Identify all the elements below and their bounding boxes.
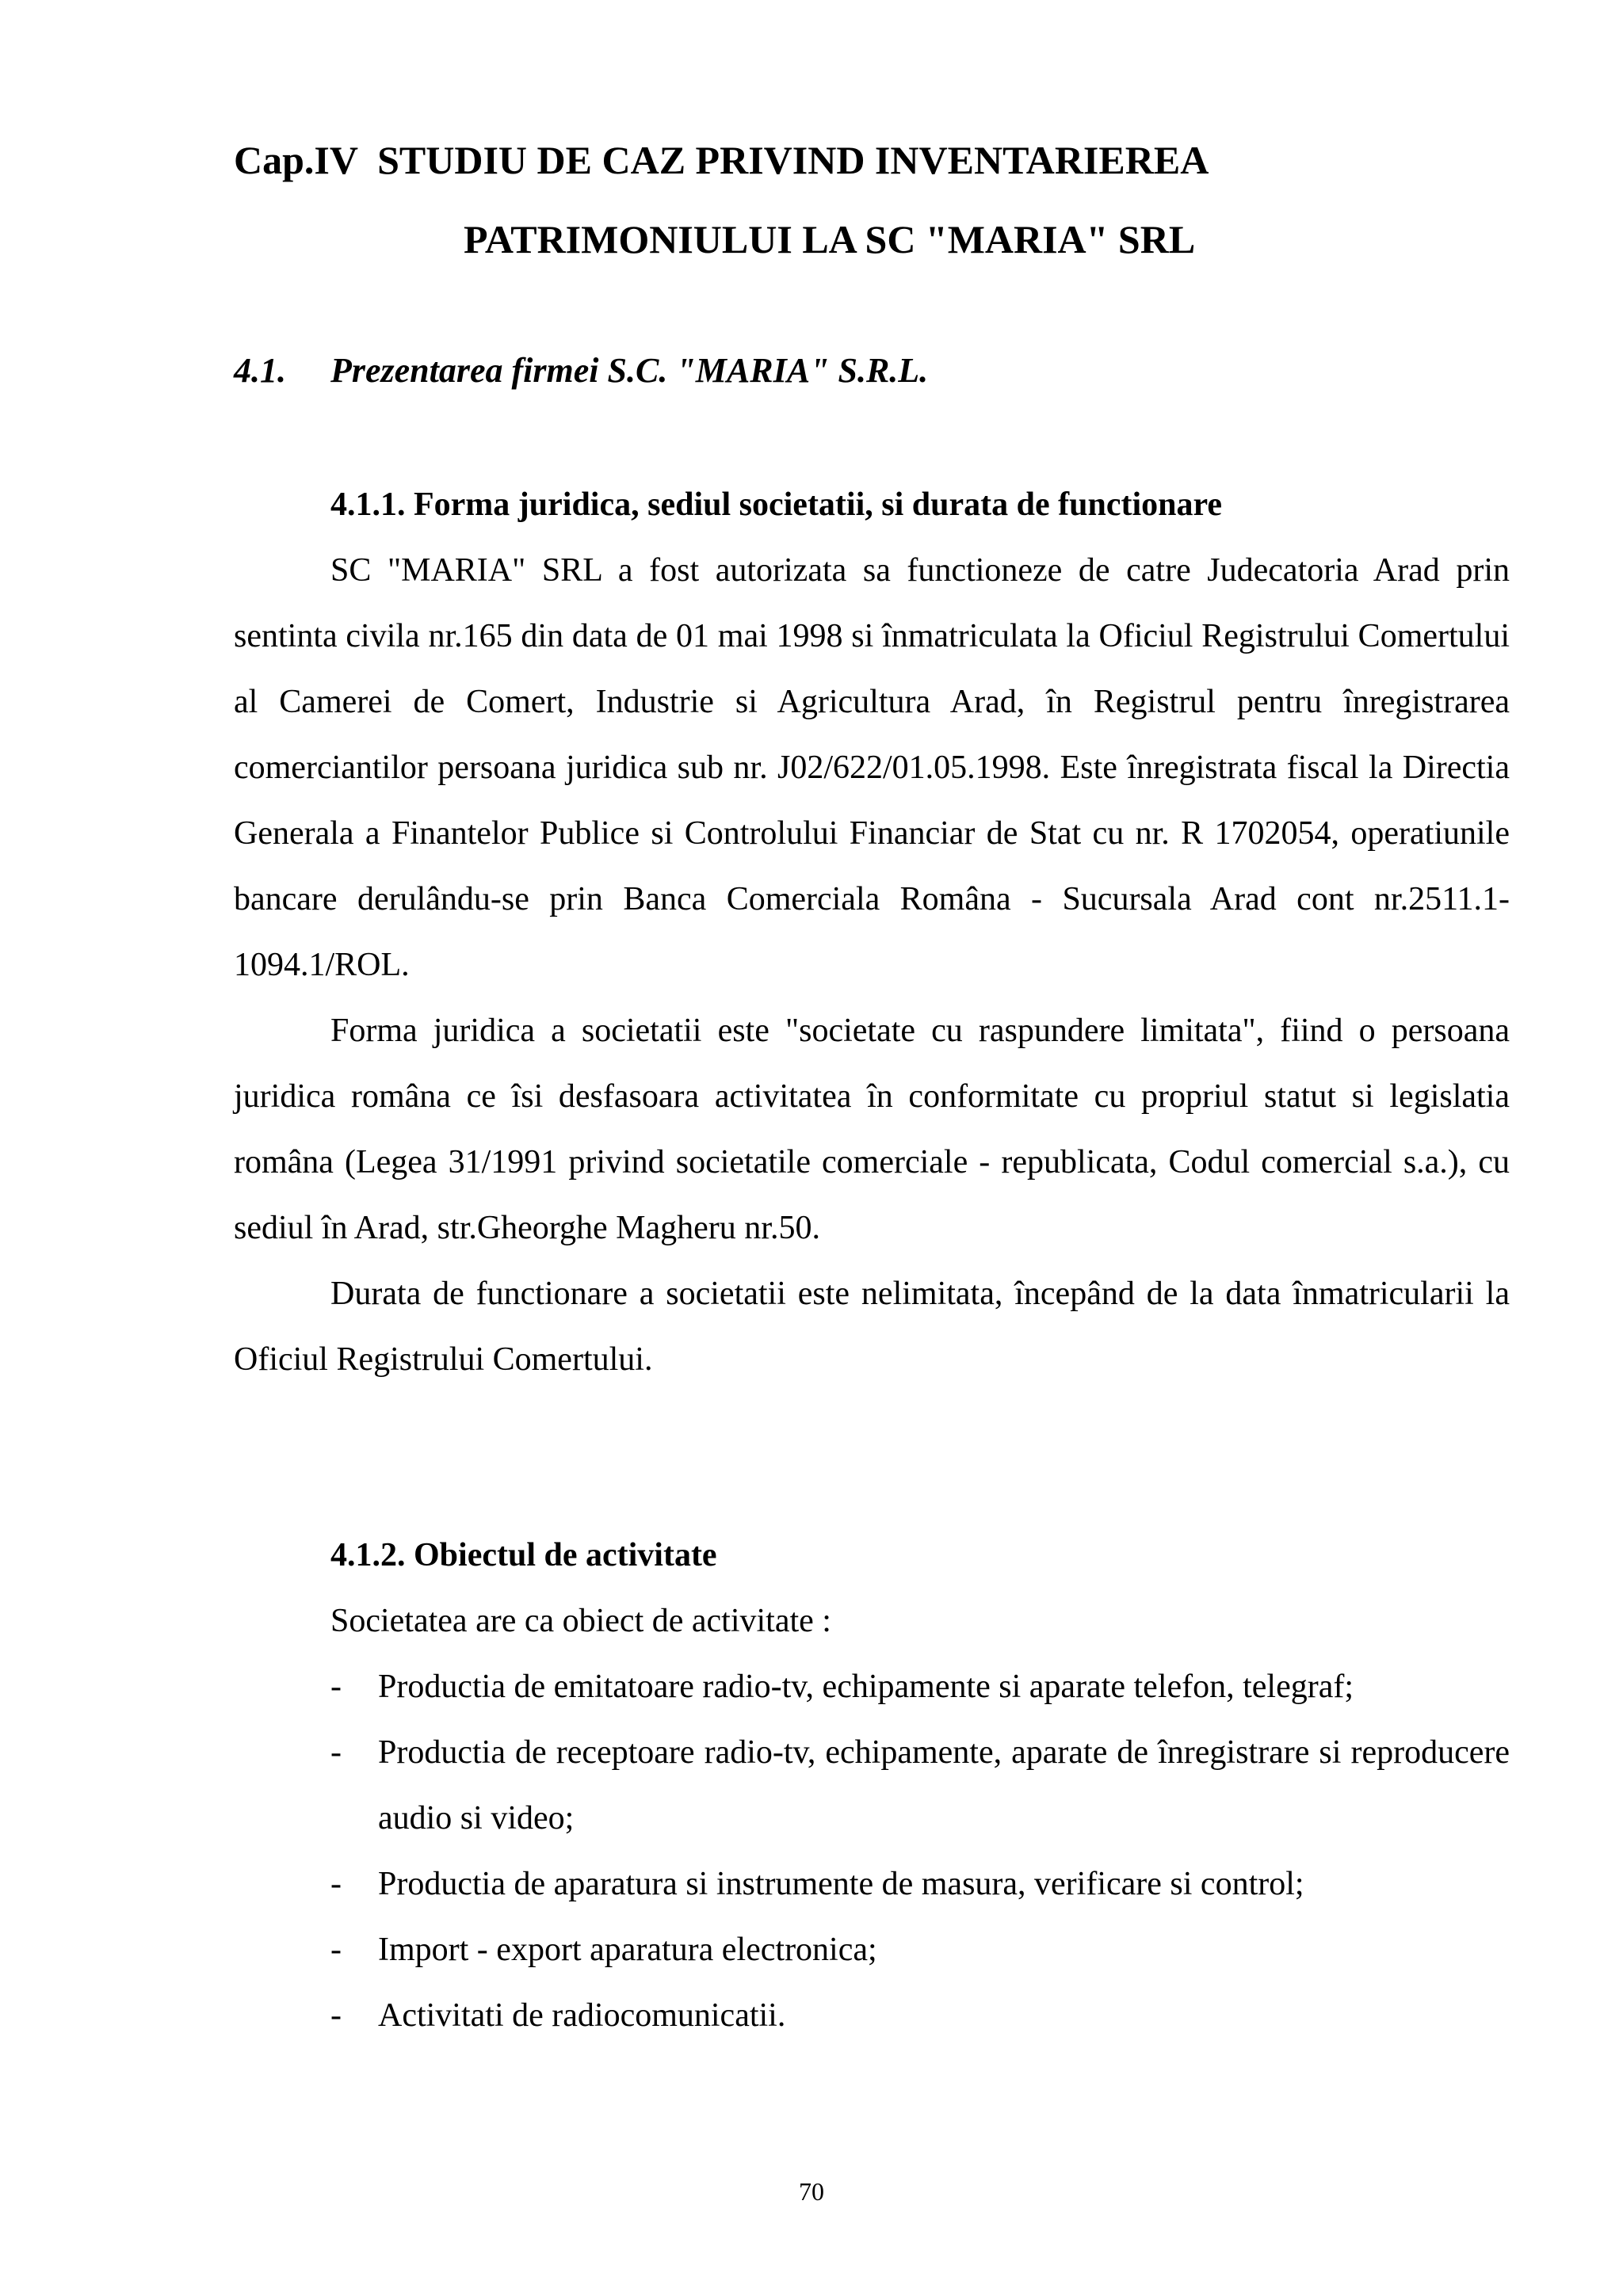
chapter-title-line-1: Cap.IV STUDIU DE CAZ PRIVIND INVENTARIEREA	[234, 138, 1209, 182]
chapter-title-line-2: PATRIMONIULUI LA SC "MARIA" SRL	[464, 217, 1196, 261]
paragraph-duration: Durata de functionare a societatii este nelimitata, începând de la data înmatricularii la Oficiul Registrului Comertului.	[234, 1276, 1510, 1378]
list-item	[234, 1654, 1510, 1720]
section-heading	[234, 347, 928, 395]
list-item-text: Productia de receptoare radio-tv, echipamente, aparate de înregistrare si reproducere audio si video;	[378, 1734, 1510, 1836]
paragraph-registration: SC "MARIA" SRL a fost autorizata sa functioneze de catre Judecatoria Arad prin sentinta civila nr.165 din data de 01 mai 1998 si înmatriculata la Oficiul Registrului Comertului al Camerei de Comert, Industrie si Agricultura Arad, în Registrul pentru înregistrarea comerciantilor persoana juridica sub nr. J02/622/01.05.1998. Este înregistrata fiscal la Directia Generala a Finantelor Publice si Controlului Financiar de Stat cu nr. R 1702054, operatiunile bancare derulându-se prin Banca Comerciala Româna - Sucursala Arad cont nr.2511.1-1094.1/ROL.	[234, 552, 1510, 983]
dash-bullet: -	[330, 1932, 342, 1968]
subsection-1-title: 4.1.1. Forma juridica, sediul societatii, si durata de functionare	[330, 486, 1222, 523]
paragraph-legal-form: Forma juridica a societatii este "societate cu raspundere limitata", fiind o persoana juridica româna ce îsi desfasoara activitatea în conformitate cu propriul statut si legislatia româna (Legea 31/1991 privind societatile comerciale - republicata, Codul comercial s.a.), cu sediul în Arad, str.Gheorghe Magheru nr.50.	[234, 1013, 1510, 1246]
list-item-text: Activitati de radiocomunicatii.	[378, 1997, 786, 2034]
dash-bullet: -	[330, 1734, 342, 1771]
dash-bullet: -	[330, 1997, 342, 2034]
activity-intro: Societatea are ca obiect de activitate :	[330, 1603, 831, 1639]
chapter-title	[234, 120, 1502, 279]
page-number: 70	[799, 2177, 824, 2206]
list-item-text: Productia de emitatoare radio-tv, echipamente si aparate telefon, telegraf;	[378, 1669, 1354, 1705]
list-item	[234, 1720, 1510, 1852]
section-title: Prezentarea firmei S.C. "MARIA" S.R.L.	[330, 351, 929, 390]
section-number: 4.1.	[234, 351, 286, 390]
list-item-text: Import - export aparatura electronica;	[378, 1932, 877, 1968]
subsection-2	[234, 1523, 1510, 2049]
dash-bullet: -	[330, 1866, 342, 1902]
list-item-text: Productia de aparatura si instrumente de masura, verificare si control;	[378, 1866, 1304, 1902]
subsection-1	[234, 472, 1510, 1393]
list-item	[234, 1917, 1510, 1983]
dash-bullet: -	[330, 1669, 342, 1705]
activity-list	[234, 1654, 1510, 2049]
subsection-2-title: 4.1.2. Obiectul de activitate	[330, 1537, 717, 1573]
list-item	[234, 1983, 1510, 2049]
list-item	[234, 1852, 1510, 1917]
